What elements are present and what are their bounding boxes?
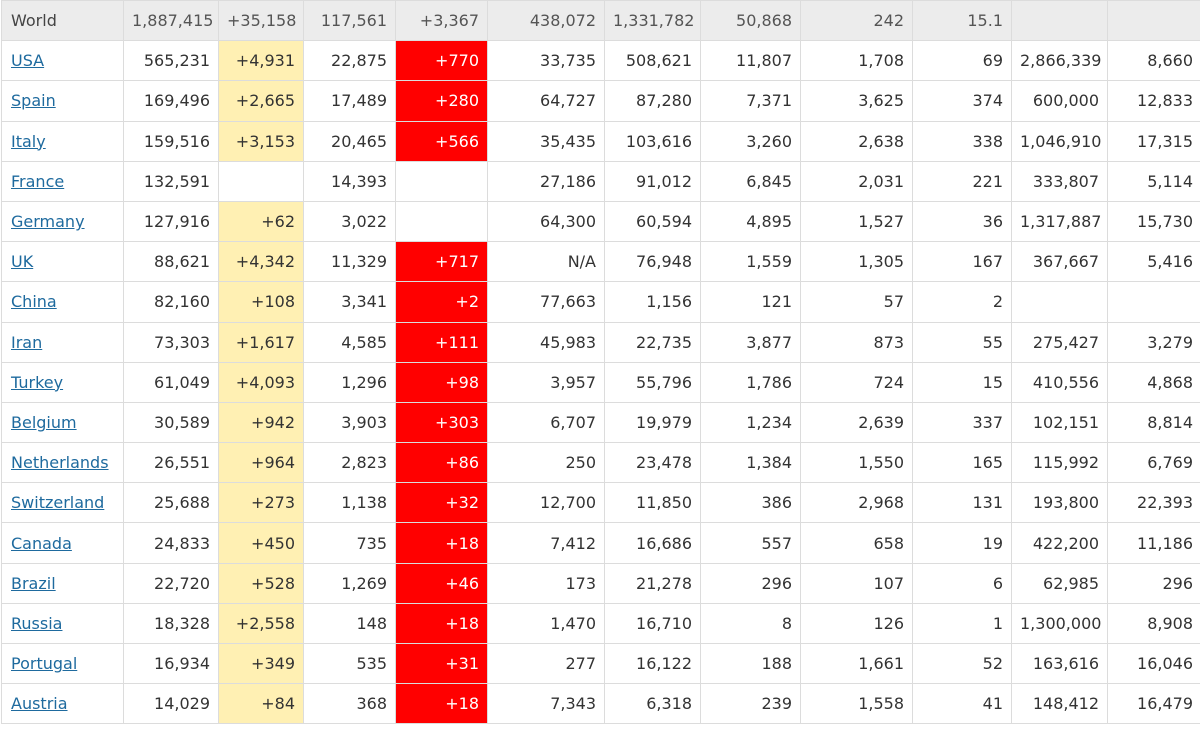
cases-per-1m-cell: 873 <box>801 322 913 362</box>
world-total-deaths: 117,561 <box>304 1 396 41</box>
active-cases-cell: 11,850 <box>605 483 701 523</box>
active-cases-cell: 60,594 <box>605 201 701 241</box>
deaths-per-1m-cell: 337 <box>913 402 1012 442</box>
total-deaths-cell: 11,329 <box>304 242 396 282</box>
cases-per-1m-cell: 1,305 <box>801 242 913 282</box>
cases-per-1m-cell: 724 <box>801 362 913 402</box>
total-tests-cell: 422,200 <box>1012 523 1108 563</box>
world-cases-per-1m: 242 <box>801 1 913 41</box>
new-cases-cell: +62 <box>219 201 304 241</box>
serious-critical-cell: 8 <box>701 603 801 643</box>
new-cases-cell: +3,153 <box>219 121 304 161</box>
country-link[interactable]: Germany <box>11 212 85 232</box>
country-cell <box>2 402 124 442</box>
total-recovered-cell: 64,300 <box>488 201 605 241</box>
new-deaths-cell: +98 <box>396 362 488 402</box>
country-cell <box>2 81 124 121</box>
country-link[interactable]: China <box>11 292 57 312</box>
tests-per-1m-cell: 11,186 <box>1108 523 1200 563</box>
tests-per-1m-cell: 17,315 <box>1108 121 1200 161</box>
world-deaths-per-1m: 15.1 <box>913 1 1012 41</box>
total-tests-cell: 600,000 <box>1012 81 1108 121</box>
serious-critical-cell: 4,895 <box>701 201 801 241</box>
new-cases-cell <box>219 161 304 201</box>
country-cell <box>2 362 124 402</box>
country-link[interactable]: France <box>11 171 65 191</box>
total-recovered-cell: N/A <box>488 242 605 282</box>
country-link[interactable]: Russia <box>11 613 63 633</box>
total-tests-cell: 193,800 <box>1012 483 1108 523</box>
cases-per-1m-cell: 2,639 <box>801 402 913 442</box>
total-cases-cell: 132,591 <box>124 161 219 201</box>
total-cases-cell: 18,328 <box>124 603 219 643</box>
cases-per-1m-cell: 1,550 <box>801 443 913 483</box>
tests-per-1m-cell: 15,730 <box>1108 201 1200 241</box>
total-deaths-cell: 3,022 <box>304 201 396 241</box>
cases-per-1m-cell: 2,031 <box>801 161 913 201</box>
table-body <box>2 1 1200 724</box>
total-cases-cell: 30,589 <box>124 402 219 442</box>
total-deaths-cell: 535 <box>304 644 396 684</box>
total-tests-cell: 1,046,910 <box>1012 121 1108 161</box>
deaths-per-1m-cell: 1 <box>913 603 1012 643</box>
total-tests-cell: 367,667 <box>1012 242 1108 282</box>
total-recovered-cell: 6,707 <box>488 402 605 442</box>
deaths-per-1m-cell: 19 <box>913 523 1012 563</box>
cases-per-1m-cell: 3,625 <box>801 81 913 121</box>
table-row <box>2 282 1200 322</box>
total-cases-cell: 14,029 <box>124 684 219 724</box>
total-cases-cell: 26,551 <box>124 443 219 483</box>
table-row <box>2 161 1200 201</box>
country-link[interactable]: Brazil <box>11 573 56 593</box>
new-cases-cell: +964 <box>219 443 304 483</box>
new-deaths-cell <box>396 161 488 201</box>
total-recovered-cell: 3,957 <box>488 362 605 402</box>
total-recovered-cell: 7,412 <box>488 523 605 563</box>
total-cases-cell: 565,231 <box>124 41 219 81</box>
total-recovered-cell: 1,470 <box>488 603 605 643</box>
total-deaths-cell: 1,296 <box>304 362 396 402</box>
total-recovered-cell: 45,983 <box>488 322 605 362</box>
active-cases-cell: 508,621 <box>605 41 701 81</box>
new-deaths-cell: +111 <box>396 322 488 362</box>
world-new-cases: +35,158 <box>219 1 304 41</box>
country-cell <box>2 121 124 161</box>
new-cases-cell: +108 <box>219 282 304 322</box>
country-cell <box>2 322 124 362</box>
country-link[interactable]: Spain <box>11 91 56 111</box>
total-deaths-cell: 2,823 <box>304 443 396 483</box>
active-cases-cell: 87,280 <box>605 81 701 121</box>
total-deaths-cell: 17,489 <box>304 81 396 121</box>
serious-critical-cell: 11,807 <box>701 41 801 81</box>
deaths-per-1m-cell: 374 <box>913 81 1012 121</box>
new-deaths-cell: +280 <box>396 81 488 121</box>
deaths-per-1m-cell: 55 <box>913 322 1012 362</box>
table-row <box>2 483 1200 523</box>
country-link[interactable]: Iran <box>11 332 43 352</box>
world-tests-per-1m <box>1108 1 1200 41</box>
total-recovered-cell: 35,435 <box>488 121 605 161</box>
total-tests-cell: 62,985 <box>1012 563 1108 603</box>
total-deaths-cell: 1,138 <box>304 483 396 523</box>
serious-critical-cell: 386 <box>701 483 801 523</box>
country-cell <box>2 483 124 523</box>
deaths-per-1m-cell: 36 <box>913 201 1012 241</box>
serious-critical-cell: 3,260 <box>701 121 801 161</box>
total-tests-cell <box>1012 282 1108 322</box>
active-cases-cell: 23,478 <box>605 443 701 483</box>
tests-per-1m-cell: 5,416 <box>1108 242 1200 282</box>
new-deaths-cell: +2 <box>396 282 488 322</box>
new-cases-cell: +1,617 <box>219 322 304 362</box>
total-recovered-cell: 27,186 <box>488 161 605 201</box>
tests-per-1m-cell: 8,660 <box>1108 41 1200 81</box>
cases-per-1m-cell: 107 <box>801 563 913 603</box>
new-cases-cell: +450 <box>219 523 304 563</box>
world-total-cases: 1,887,415 <box>124 1 219 41</box>
total-recovered-cell: 277 <box>488 644 605 684</box>
active-cases-cell: 103,616 <box>605 121 701 161</box>
country-link[interactable]: Canada <box>11 533 72 553</box>
country-link[interactable]: Belgium <box>11 412 77 432</box>
total-recovered-cell: 12,700 <box>488 483 605 523</box>
total-recovered-cell: 250 <box>488 443 605 483</box>
serious-critical-cell: 1,234 <box>701 402 801 442</box>
total-tests-cell: 410,556 <box>1012 362 1108 402</box>
new-cases-cell: +2,665 <box>219 81 304 121</box>
cases-per-1m-cell: 1,558 <box>801 684 913 724</box>
new-deaths-cell: +31 <box>396 644 488 684</box>
total-cases-cell: 169,496 <box>124 81 219 121</box>
table-row <box>2 523 1200 563</box>
total-tests-cell: 1,317,887 <box>1012 201 1108 241</box>
total-recovered-cell: 77,663 <box>488 282 605 322</box>
total-deaths-cell: 368 <box>304 684 396 724</box>
country-link[interactable]: USA <box>11 51 45 71</box>
active-cases-cell: 91,012 <box>605 161 701 201</box>
total-tests-cell: 2,866,339 <box>1012 41 1108 81</box>
total-tests-cell: 163,616 <box>1012 644 1108 684</box>
tests-per-1m-cell: 22,393 <box>1108 483 1200 523</box>
new-deaths-cell: +18 <box>396 684 488 724</box>
table-row <box>2 242 1200 282</box>
new-cases-cell: +4,931 <box>219 41 304 81</box>
total-deaths-cell: 1,269 <box>304 563 396 603</box>
deaths-per-1m-cell: 52 <box>913 644 1012 684</box>
country-link[interactable]: Austria <box>11 694 68 714</box>
serious-critical-cell: 1,384 <box>701 443 801 483</box>
country-cell <box>2 282 124 322</box>
new-cases-cell: +4,093 <box>219 362 304 402</box>
active-cases-cell: 76,948 <box>605 242 701 282</box>
serious-critical-cell: 3,877 <box>701 322 801 362</box>
total-cases-cell: 24,833 <box>124 523 219 563</box>
total-cases-cell: 127,916 <box>124 201 219 241</box>
country-link[interactable]: Portugal <box>11 654 78 674</box>
total-cases-cell: 25,688 <box>124 483 219 523</box>
cases-per-1m-cell: 2,638 <box>801 121 913 161</box>
new-deaths-cell: +18 <box>396 603 488 643</box>
new-deaths-cell: +303 <box>396 402 488 442</box>
country-link[interactable]: Netherlands <box>11 453 109 473</box>
deaths-per-1m-cell: 165 <box>913 443 1012 483</box>
deaths-per-1m-cell: 131 <box>913 483 1012 523</box>
new-cases-cell: +2,558 <box>219 603 304 643</box>
serious-critical-cell: 239 <box>701 684 801 724</box>
total-deaths-cell: 22,875 <box>304 41 396 81</box>
serious-critical-cell: 557 <box>701 523 801 563</box>
total-cases-cell: 82,160 <box>124 282 219 322</box>
total-cases-cell: 88,621 <box>124 242 219 282</box>
serious-critical-cell: 1,559 <box>701 242 801 282</box>
new-deaths-cell: +32 <box>396 483 488 523</box>
active-cases-cell: 22,735 <box>605 322 701 362</box>
world-total-tests <box>1012 1 1108 41</box>
tests-per-1m-cell <box>1108 282 1200 322</box>
tests-per-1m-cell: 16,479 <box>1108 684 1200 724</box>
tests-per-1m-cell: 16,046 <box>1108 644 1200 684</box>
total-deaths-cell: 4,585 <box>304 322 396 362</box>
world-new-deaths: +3,367 <box>396 1 488 41</box>
deaths-per-1m-cell: 15 <box>913 362 1012 402</box>
country-cell <box>2 684 124 724</box>
tests-per-1m-cell: 3,279 <box>1108 322 1200 362</box>
serious-critical-cell: 7,371 <box>701 81 801 121</box>
total-tests-cell: 333,807 <box>1012 161 1108 201</box>
cases-per-1m-cell: 57 <box>801 282 913 322</box>
cases-per-1m-cell: 2,968 <box>801 483 913 523</box>
total-deaths-cell: 20,465 <box>304 121 396 161</box>
new-deaths-cell: +18 <box>396 523 488 563</box>
country-cell <box>2 201 124 241</box>
country-cell <box>2 443 124 483</box>
cases-per-1m-cell: 658 <box>801 523 913 563</box>
new-deaths-cell: +46 <box>396 563 488 603</box>
table-row <box>2 201 1200 241</box>
new-deaths-cell: +566 <box>396 121 488 161</box>
country-cell <box>2 161 124 201</box>
world-label: World <box>2 1 124 41</box>
table-row <box>2 362 1200 402</box>
world-active-cases: 1,331,782 <box>605 1 701 41</box>
world-total-recovered: 438,072 <box>488 1 605 41</box>
table-row <box>2 644 1200 684</box>
world-total-row <box>2 1 1200 41</box>
active-cases-cell: 16,122 <box>605 644 701 684</box>
total-tests-cell: 102,151 <box>1012 402 1108 442</box>
cases-per-1m-cell: 1,708 <box>801 41 913 81</box>
active-cases-cell: 19,979 <box>605 402 701 442</box>
total-tests-cell: 148,412 <box>1012 684 1108 724</box>
table-row <box>2 322 1200 362</box>
total-tests-cell: 1,300,000 <box>1012 603 1108 643</box>
total-deaths-cell: 3,903 <box>304 402 396 442</box>
world-serious-critical: 50,868 <box>701 1 801 41</box>
total-recovered-cell: 173 <box>488 563 605 603</box>
total-cases-cell: 16,934 <box>124 644 219 684</box>
total-tests-cell: 275,427 <box>1012 322 1108 362</box>
table-row <box>2 402 1200 442</box>
active-cases-cell: 6,318 <box>605 684 701 724</box>
table-row <box>2 684 1200 724</box>
total-cases-cell: 159,516 <box>124 121 219 161</box>
total-tests-cell: 115,992 <box>1012 443 1108 483</box>
tests-per-1m-cell: 296 <box>1108 563 1200 603</box>
new-deaths-cell: +770 <box>396 41 488 81</box>
total-cases-cell: 22,720 <box>124 563 219 603</box>
new-cases-cell: +528 <box>219 563 304 603</box>
tests-per-1m-cell: 12,833 <box>1108 81 1200 121</box>
serious-critical-cell: 188 <box>701 644 801 684</box>
total-recovered-cell: 33,735 <box>488 41 605 81</box>
new-cases-cell: +942 <box>219 402 304 442</box>
new-cases-cell: +349 <box>219 644 304 684</box>
country-link[interactable]: Italy <box>11 131 46 151</box>
table-row <box>2 81 1200 121</box>
country-cell <box>2 644 124 684</box>
table-row <box>2 121 1200 161</box>
new-cases-cell: +4,342 <box>219 242 304 282</box>
new-cases-cell: +84 <box>219 684 304 724</box>
country-link[interactable]: UK <box>11 252 34 272</box>
cases-per-1m-cell: 1,661 <box>801 644 913 684</box>
table-row <box>2 41 1200 81</box>
tests-per-1m-cell: 8,814 <box>1108 402 1200 442</box>
total-deaths-cell: 14,393 <box>304 161 396 201</box>
table-row <box>2 603 1200 643</box>
country-cell <box>2 523 124 563</box>
tests-per-1m-cell: 4,868 <box>1108 362 1200 402</box>
deaths-per-1m-cell: 2 <box>913 282 1012 322</box>
tests-per-1m-cell: 8,908 <box>1108 603 1200 643</box>
total-cases-cell: 61,049 <box>124 362 219 402</box>
new-deaths-cell <box>396 201 488 241</box>
deaths-per-1m-cell: 167 <box>913 242 1012 282</box>
deaths-per-1m-cell: 221 <box>913 161 1012 201</box>
new-deaths-cell: +86 <box>396 443 488 483</box>
country-link[interactable]: Turkey <box>11 372 64 392</box>
total-recovered-cell: 64,727 <box>488 81 605 121</box>
country-cell <box>2 603 124 643</box>
table-row <box>2 443 1200 483</box>
active-cases-cell: 1,156 <box>605 282 701 322</box>
country-cell <box>2 242 124 282</box>
deaths-per-1m-cell: 6 <box>913 563 1012 603</box>
countries-table <box>1 0 1200 724</box>
new-cases-cell: +273 <box>219 483 304 523</box>
serious-critical-cell: 1,786 <box>701 362 801 402</box>
country-cell <box>2 41 124 81</box>
active-cases-cell: 16,686 <box>605 523 701 563</box>
total-cases-cell: 73,303 <box>124 322 219 362</box>
deaths-per-1m-cell: 338 <box>913 121 1012 161</box>
country-link[interactable]: Switzerland <box>11 493 105 513</box>
country-cell <box>2 563 124 603</box>
total-deaths-cell: 735 <box>304 523 396 563</box>
deaths-per-1m-cell: 41 <box>913 684 1012 724</box>
total-recovered-cell: 7,343 <box>488 684 605 724</box>
cases-per-1m-cell: 1,527 <box>801 201 913 241</box>
tests-per-1m-cell: 5,114 <box>1108 161 1200 201</box>
active-cases-cell: 16,710 <box>605 603 701 643</box>
deaths-per-1m-cell: 69 <box>913 41 1012 81</box>
cases-per-1m-cell: 126 <box>801 603 913 643</box>
tests-per-1m-cell: 6,769 <box>1108 443 1200 483</box>
total-deaths-cell: 3,341 <box>304 282 396 322</box>
table-row <box>2 563 1200 603</box>
active-cases-cell: 21,278 <box>605 563 701 603</box>
serious-critical-cell: 296 <box>701 563 801 603</box>
serious-critical-cell: 6,845 <box>701 161 801 201</box>
serious-critical-cell: 121 <box>701 282 801 322</box>
active-cases-cell: 55,796 <box>605 362 701 402</box>
total-deaths-cell: 148 <box>304 603 396 643</box>
new-deaths-cell: +717 <box>396 242 488 282</box>
